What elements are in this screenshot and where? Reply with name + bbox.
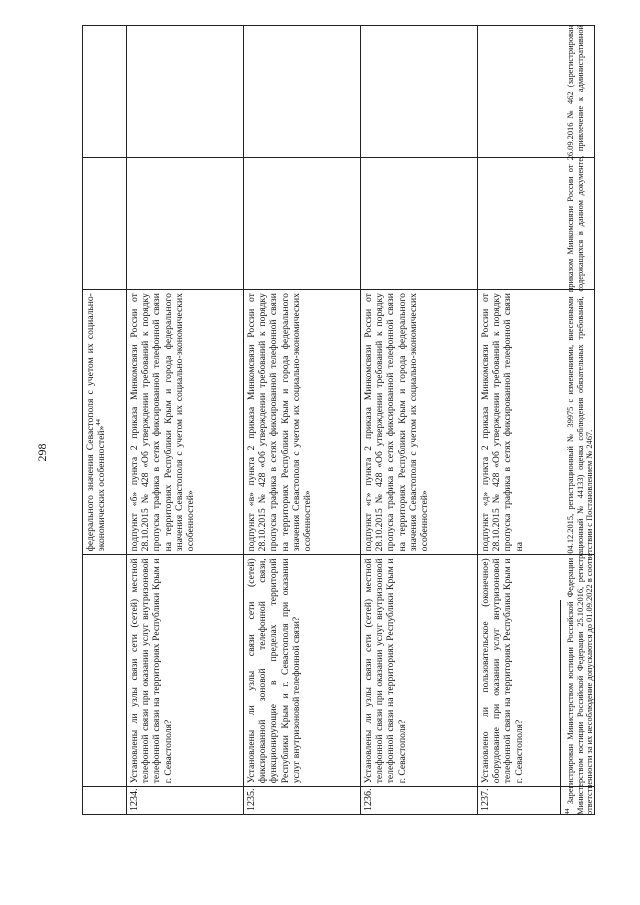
footnote-mark: 44 [95, 419, 103, 426]
footnote [566, 25, 595, 815]
page-number: 298 [35, 443, 49, 462]
question-cell: Установлены ли узлы связи сети (сетей) фиксированной зоновой телефонной связи, функционирующие в пределах территорий Республики Крым и г. Севастополя при оказании услуг внутризоновой телефонной связи? [244, 555, 361, 787]
table-row [361, 26, 478, 815]
row-number-cell [83, 787, 127, 815]
reference-cell: подпункт «д» пункта 2 приказа Минкомсвязи России от 28.10.2015 № 428 «Об утверждении требований к порядку пропуска трафика в сетях фиксированной телефонной связи на [478, 290, 595, 555]
table-row [83, 26, 127, 815]
empty-cell [127, 26, 244, 158]
empty-cell [127, 158, 244, 290]
empty-cell [244, 26, 361, 158]
footnote-divider [560, 600, 561, 815]
footnote-mark: 44 [564, 808, 572, 815]
reference-cell: подпункт «б» пункта 2 приказа Минкомсвязи России от 28.10.2015 № 428 «Об утверждении требований к порядку пропуска трафика в сетях фиксированной телефонной связи на территориях Республики Крым и города федерального значения Севастополя с учетом их социально-экономических особенностей» [127, 290, 244, 555]
row-number-cell: 1234. [127, 787, 244, 815]
table-row [244, 26, 361, 815]
empty-cell [244, 158, 361, 290]
question-cell: Установлено ли пользовательское (оконечное) оборудование при оказании услуг внутризоновой телефонной связи на территориях Республики Крым и г. Севастополя? [478, 555, 595, 787]
table-row [127, 26, 244, 815]
empty-cell [361, 26, 478, 158]
reference-cell: подпункт «г» пункта 2 приказа Минкомсвязи России от 28.10.2015 № 428 «Об утверждении требований к порядку пропуска трафика в сетях фиксированной телефонной связи на территориях Республики Крым и города федерального значения Севастополя с учетом их социально-экономических особенностей» [361, 290, 478, 555]
row-number-cell: 1237. [478, 787, 595, 815]
empty-cell [83, 158, 127, 290]
question-cell: Установлены ли узлы связи сети (сетей) местной телефонной связи при оказании услуг внутризоновой телефонной связи на территориях Республики Крым и г. Севастополя? [361, 555, 478, 787]
requirements-table [82, 25, 595, 815]
question-cell: Установлены ли узлы связи сети (сетей) местной телефонной связи при оказании услуг внутризоновой телефонной связи на территориях Республики Крым и г. Севастополя? [127, 555, 244, 787]
reference-cell: подпункт «в» пункта 2 приказа Минкомсвязи России от 28.10.2015 № 428 «Об утверждении требований к порядку пропуска трафика в сетях фиксированной телефонной связи на территориях Республики Крым и города федерального значения Севастополя с учетом их социально-экономических особенностей» [244, 290, 361, 555]
footnote-text: Зарегистрирован Министерством юстиции Российской Федерации 04.12.2015, регистрационный № 39975 с изменениями, внесенными приказом Минкомсвязи России от 26.09.2016 № 462 (зарегистрирован Министерством юстиции Российской Федерации 25.10.2016, регистрационный № 44133) оценка соблюдения обязательных требований, содержащихся в данном документе, привлечение к административной ответственности за их несоблюдение допускаются до 01.09.2022 в соответствии с Постановлением № 2467. [566, 25, 595, 815]
empty-cell [361, 158, 478, 290]
reference-cell [83, 290, 127, 555]
empty-cell [83, 26, 127, 158]
row-number-cell: 1236. [361, 787, 478, 815]
question-cell [83, 555, 127, 787]
reference-text: федерального значения Севастополя с учетом их социально-экономических особенностей» [85, 293, 108, 552]
row-number-cell: 1235. [244, 787, 361, 815]
